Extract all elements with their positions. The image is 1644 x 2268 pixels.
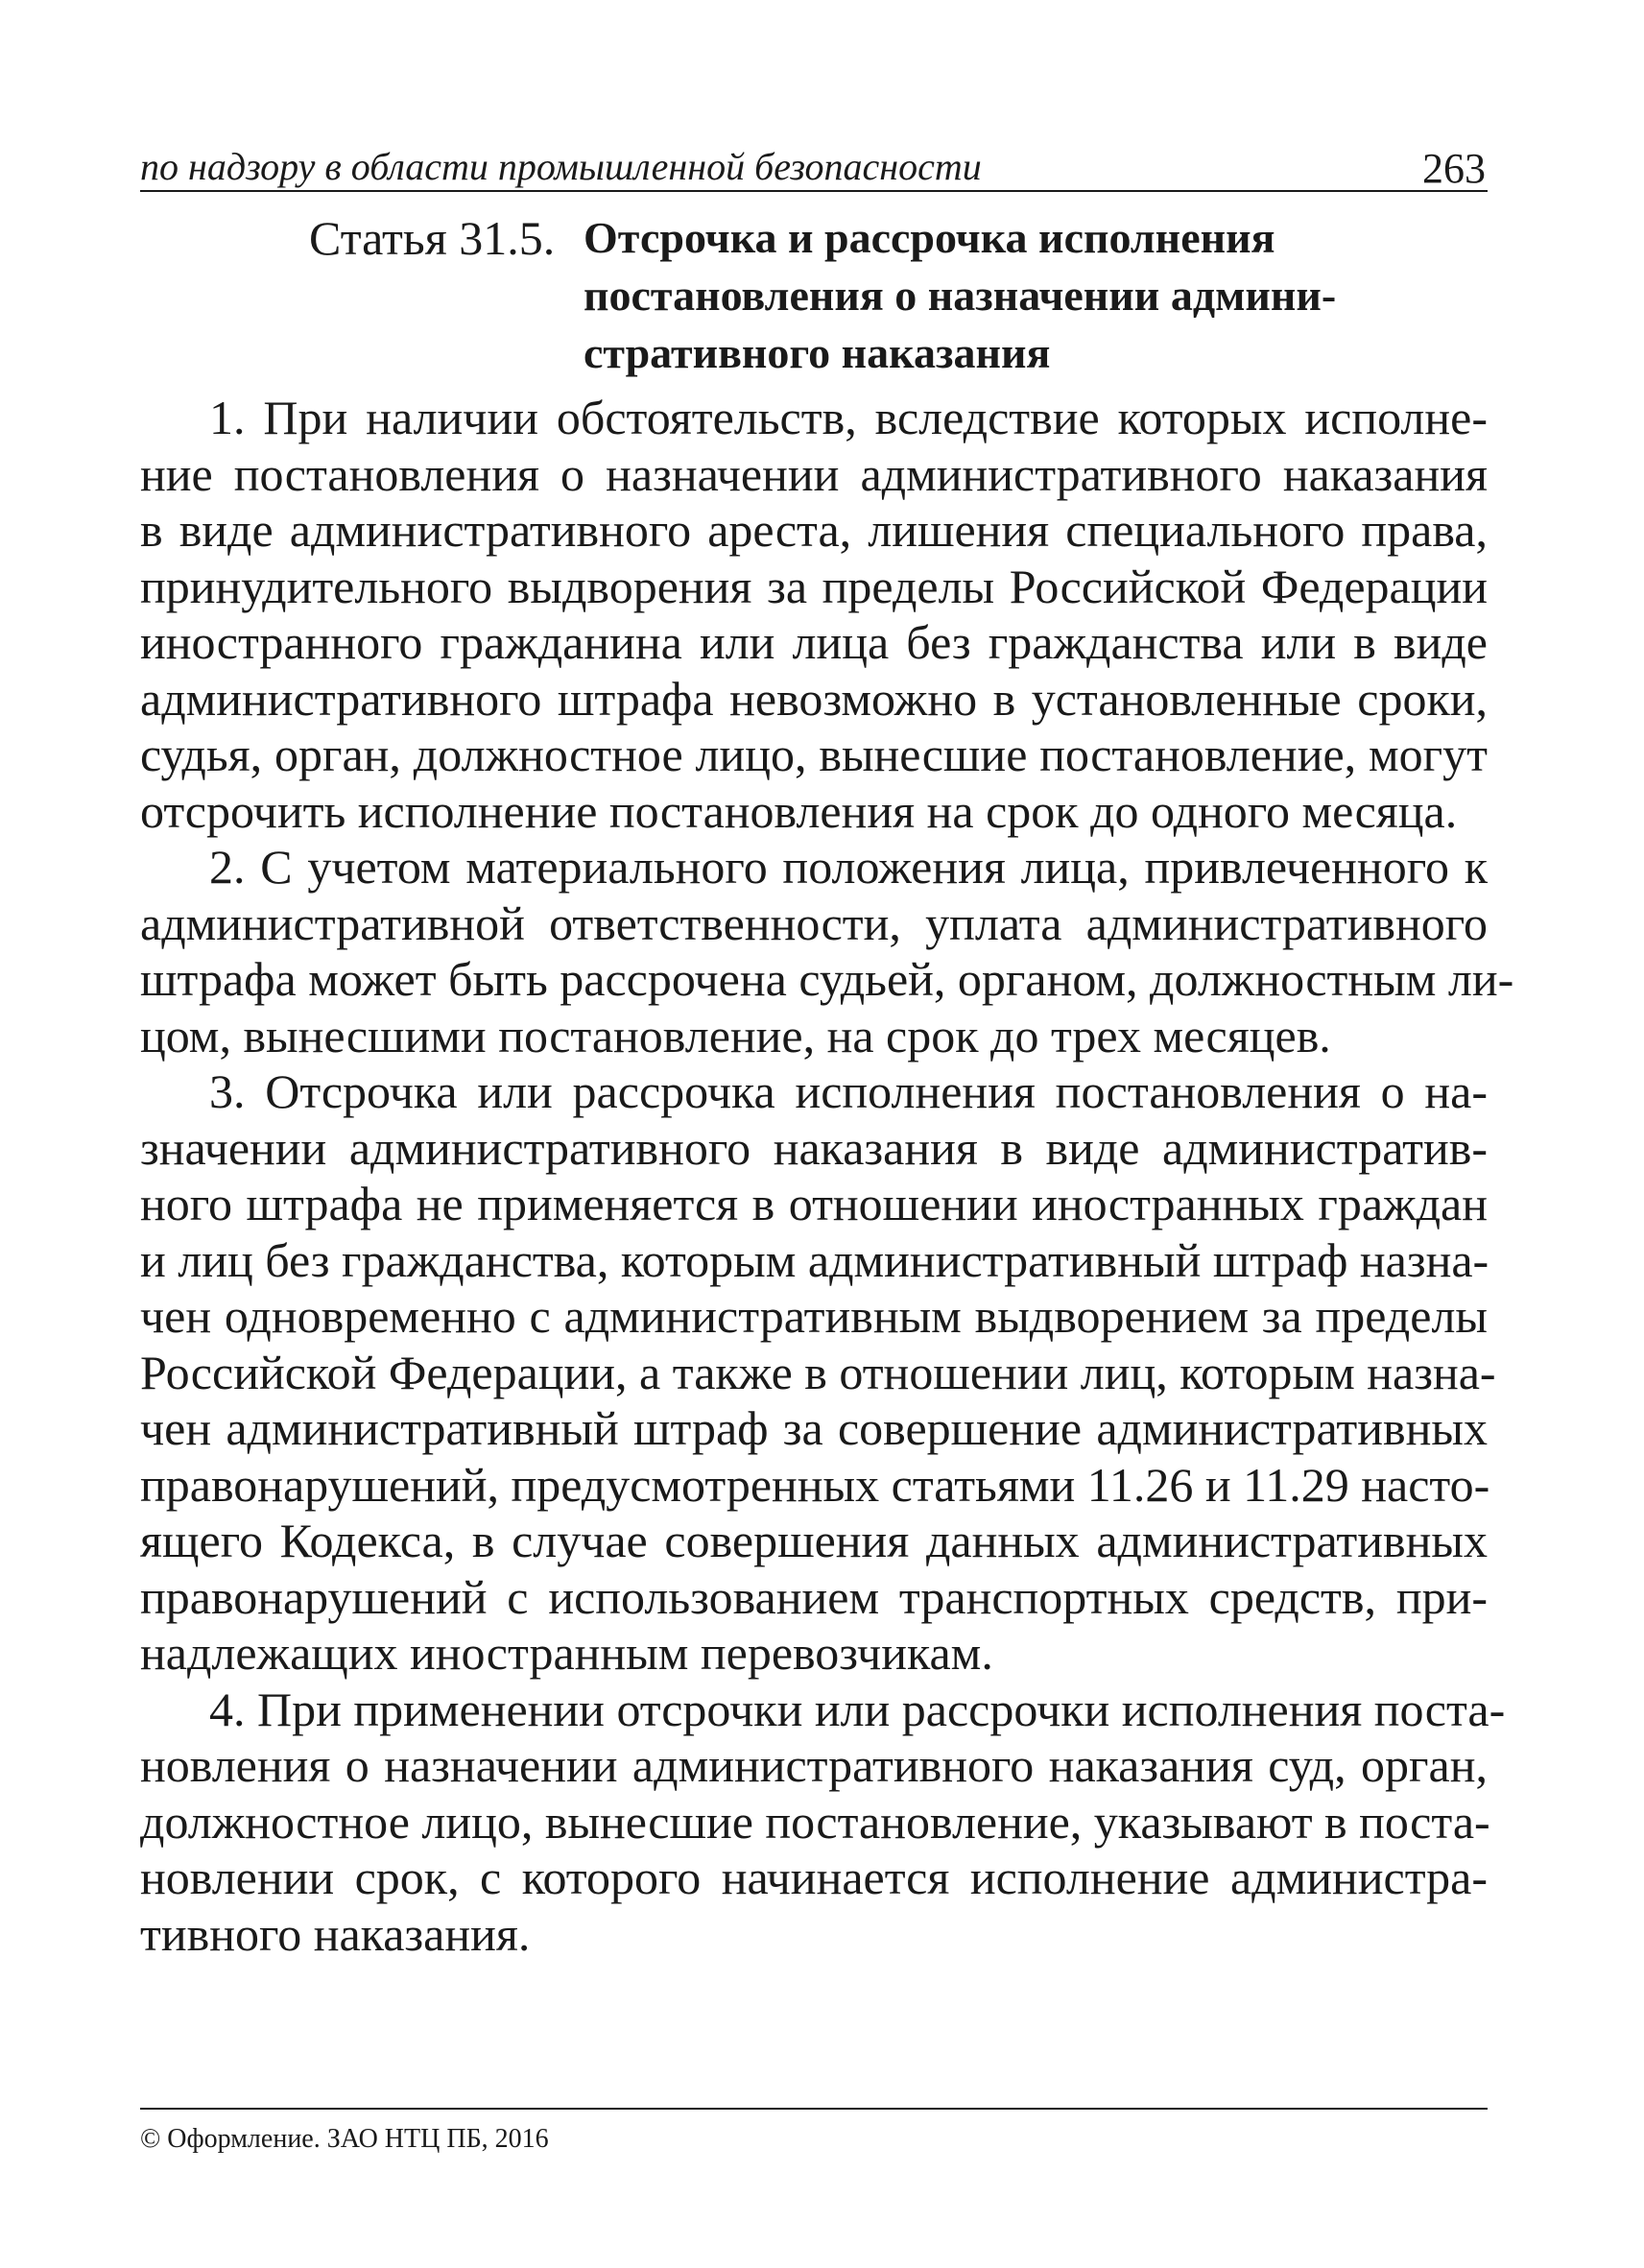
text-line: 1. При наличии обстоятельств, вследствие которых исполне- [209,391,1488,444]
text-line: 2. С учетом материального положения лица, привлеченного к [209,840,1488,894]
text-line: должностное лицо, вынесшие постановление, указывают в поста- [140,1794,1490,1849]
article-title-line: Отсрочка и рассрочка исполнения [584,213,1275,262]
text-line: и лиц без гражданства, которым административный штраф назна- [140,1232,1489,1287]
text-line: правонарушений с использованием транспортных средств, при- [140,1569,1488,1624]
article-title [584,209,1409,382]
text-line: иностранного гражданина или лица без гражданства или в виде [140,615,1488,669]
text-line: надлежащих иностранным перевозчикам. [140,1626,993,1680]
text-line: новлении срок, с которого начинается исполнение администра- [140,1850,1488,1904]
article-body [140,390,1514,1962]
article-title-line: стративного наказания [584,328,1051,377]
text-line: ящего Кодекса, в случае совершения данных административных [140,1514,1488,1567]
article-number: Статья 31.5. [309,211,556,265]
paragraph-1 [140,390,1488,839]
paragraph-2 [140,839,1514,1063]
text-line: 3. Отсрочка или рассрочка исполнения постановления о на- [209,1064,1488,1118]
text-line: чен одновременно с административным выдворением за пределы [140,1289,1488,1343]
text-line: новления о назначении административного наказания суд, орган, [140,1738,1488,1792]
copyright-notice: © Оформление. ЗАО НТЦ ПБ, 2016 [140,2124,549,2154]
text-line: ние постановления о назначении административного наказания [140,446,1488,501]
page-number: 263 [1422,145,1486,192]
text-line: административного штрафа невозможно в установленные сроки, [140,671,1488,726]
text-line: отсрочить исполнение постановления на срок до одного месяца. [140,783,1458,838]
text-line: цом, вынесшими постановление, на срок до трех месяцев. [140,1008,1331,1062]
text-line: административной ответственности, уплата административного [140,895,1488,950]
article-title-line: постановления о назначении админи- [584,271,1337,320]
text-line: Российской Федерации, а также в отношении лиц, которым назна- [140,1345,1496,1399]
text-line: правонарушений, предусмотренных статьями 11.26 и 11.29 насто- [140,1457,1490,1512]
text-line: тивного наказания. [140,1906,531,1961]
text-line: 4. При применении отсрочки или рассрочки исполнения поста- [209,1682,1506,1736]
text-line: в виде административного ареста, лишения специального права, [140,503,1488,557]
text-line: значении административного наказания в виде административ- [140,1120,1488,1175]
text-line: чен административный штраф за совершение административных [140,1401,1488,1455]
page-footer [140,2108,1488,2154]
text-line: штрафа может быть рассрочена судьей, органом, должностным ли- [140,952,1514,1006]
running-title: по надзору в области промышленной безопасности [140,145,982,188]
running-header [140,144,1488,192]
paragraph-3 [140,1063,1496,1682]
text-line: судья, орган, должностное лицо, вынесшие постановление, могут [140,728,1488,781]
text-line: ного штрафа не применяется в отношении иностранных граждан [140,1177,1488,1230]
article-heading [309,209,1403,382]
paragraph-4 [140,1682,1506,1963]
text-line: принудительного выдворения за пределы Российской Федерации [140,559,1488,613]
